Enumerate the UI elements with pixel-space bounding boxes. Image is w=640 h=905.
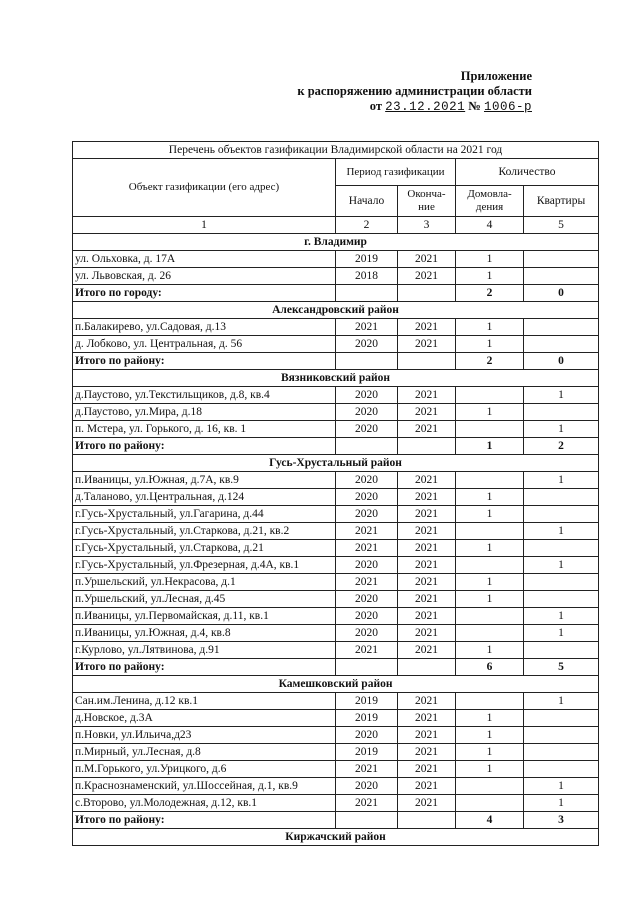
order-date: 23.12.2021: [385, 100, 466, 114]
table-row: [73, 574, 599, 591]
total-row: [73, 285, 599, 302]
order-from-label: от: [369, 99, 383, 113]
flats-count: [524, 727, 599, 744]
flats-count: 1: [524, 557, 599, 574]
order-number: 1006-р: [483, 100, 532, 114]
houses-count: [456, 608, 524, 625]
col-number-1: 1: [73, 217, 336, 234]
period-end: 2021: [398, 625, 456, 642]
table-row: [73, 387, 599, 404]
flats-count: [524, 336, 599, 353]
flats-count: [524, 319, 599, 336]
object-address: г.Гусь-Хрустальный, ул.Старкова, д.21: [73, 540, 336, 557]
table-row: [73, 404, 599, 421]
period-end: 2021: [398, 404, 456, 421]
total-empty-end: [398, 353, 456, 370]
flats-count: 1: [524, 421, 599, 438]
period-start: 2020: [336, 421, 398, 438]
period-end: 2021: [398, 523, 456, 540]
period-start: 2021: [336, 523, 398, 540]
houses-count: 1: [456, 744, 524, 761]
object-address: с.Второво, ул.Молодежная, д.12, кв.1: [73, 795, 336, 812]
total-flats: 0: [524, 353, 599, 370]
flats-count: [524, 710, 599, 727]
object-address: г.Курлово, ул.Лятвинова, д.91: [73, 642, 336, 659]
total-label: Итого по району:: [73, 353, 336, 370]
total-houses: 1: [456, 438, 524, 455]
period-start: 2019: [336, 693, 398, 710]
object-address: д.Таланово, ул.Центральная, д.124: [73, 489, 336, 506]
total-row: [73, 353, 599, 370]
flats-count: [524, 540, 599, 557]
object-address: д.Паустово, ул.Текстильщиков, д.8, кв.4: [73, 387, 336, 404]
table-row: [73, 710, 599, 727]
period-start: 2021: [336, 642, 398, 659]
object-address: п.Иваницы, ул.Южная, д.7А, кв.9: [73, 472, 336, 489]
flats-count: 1: [524, 778, 599, 795]
table-row: [73, 251, 599, 268]
houses-count: [456, 795, 524, 812]
flats-count: 1: [524, 387, 599, 404]
houses-count: 1: [456, 506, 524, 523]
houses-count: 1: [456, 268, 524, 285]
period-start: 2020: [336, 727, 398, 744]
period-start: 2020: [336, 404, 398, 421]
flats-count: [524, 761, 599, 778]
gasification-table-body: [73, 142, 599, 846]
object-address: д.Новское, д.3А: [73, 710, 336, 727]
flats-count: [524, 574, 599, 591]
total-empty-end: [398, 438, 456, 455]
col-header-start: Начало: [336, 186, 398, 217]
table-row: [73, 523, 599, 540]
period-start: 2020: [336, 778, 398, 795]
period-end: 2021: [398, 540, 456, 557]
table-row: [73, 319, 599, 336]
total-houses: 4: [456, 812, 524, 829]
section-title: г. Владимир: [73, 234, 599, 251]
flats-count: [524, 489, 599, 506]
total-empty-end: [398, 812, 456, 829]
total-label: Итого по району:: [73, 438, 336, 455]
order-reference: [297, 99, 532, 115]
period-start: 2020: [336, 387, 398, 404]
period-end: 2021: [398, 591, 456, 608]
table-row: [73, 744, 599, 761]
houses-count: 1: [456, 251, 524, 268]
object-address: п.Мирный, ул.Лесная, д.8: [73, 744, 336, 761]
object-address: г.Гусь-Хрустальный, ул.Старкова, д.21, кв.2: [73, 523, 336, 540]
object-address: г.Гусь-Хрустальный, ул.Фрезерная, д.4А, кв.1: [73, 557, 336, 574]
section-title: Вязниковский район: [73, 370, 599, 387]
period-start: 2021: [336, 574, 398, 591]
section-title: Александровский район: [73, 302, 599, 319]
total-row: [73, 659, 599, 676]
houses-count: 1: [456, 336, 524, 353]
order-number-sign: №: [468, 99, 481, 113]
total-label: Итого по городу:: [73, 285, 336, 302]
object-address: д. Лобково, ул. Центральная, д. 56: [73, 336, 336, 353]
total-houses: 6: [456, 659, 524, 676]
col-header-object: Объект газификации (его адрес): [73, 159, 336, 217]
table-row: [73, 727, 599, 744]
section-title: Гусь-Хрустальный район: [73, 455, 599, 472]
table-row: [73, 778, 599, 795]
houses-count: 1: [456, 404, 524, 421]
table-row: [73, 472, 599, 489]
table-caption: Перечень объектов газификации Владимирской области на 2021 год: [73, 142, 599, 159]
total-flats: 0: [524, 285, 599, 302]
flats-count: [524, 268, 599, 285]
table-row: [73, 336, 599, 353]
houses-count: 1: [456, 761, 524, 778]
total-label: Итого по району:: [73, 812, 336, 829]
period-end: 2021: [398, 642, 456, 659]
total-row: [73, 812, 599, 829]
object-address: п.Краснознаменский, ул.Шоссейная, д.1, кв.9: [73, 778, 336, 795]
flats-count: [524, 744, 599, 761]
object-address: п.М.Горького, ул.Урицкого, д.6: [73, 761, 336, 778]
object-address: Сан.им.Ленина, д.12 кв.1: [73, 693, 336, 710]
col-number-3: 3: [398, 217, 456, 234]
flats-count: [524, 591, 599, 608]
period-start: 2020: [336, 557, 398, 574]
appendix-header: [297, 69, 532, 115]
table-row: [73, 557, 599, 574]
flats-count: 1: [524, 608, 599, 625]
houses-count: 1: [456, 489, 524, 506]
period-start: 2020: [336, 591, 398, 608]
period-start: 2020: [336, 472, 398, 489]
object-address: п.Иваницы, ул.Южная, д.4, кв.8: [73, 625, 336, 642]
section-header-row: [73, 234, 599, 251]
houses-count: 1: [456, 540, 524, 557]
object-address: ул. Ольховка, д. 17А: [73, 251, 336, 268]
col-number-5: 5: [524, 217, 599, 234]
section-header-row: [73, 829, 599, 846]
table-row: [73, 642, 599, 659]
table-row: [73, 761, 599, 778]
period-end: 2021: [398, 574, 456, 591]
total-row: [73, 438, 599, 455]
period-end: 2021: [398, 795, 456, 812]
table-row: [73, 795, 599, 812]
period-start: 2018: [336, 268, 398, 285]
period-start: 2019: [336, 251, 398, 268]
flats-count: 1: [524, 795, 599, 812]
section-title: Киржачский район: [73, 829, 599, 846]
houses-count: 1: [456, 591, 524, 608]
total-houses: 2: [456, 285, 524, 302]
total-label: Итого по району:: [73, 659, 336, 676]
table-row: [73, 489, 599, 506]
table-row: [73, 693, 599, 710]
column-numbers-row: [73, 217, 599, 234]
total-flats: 3: [524, 812, 599, 829]
table-row: [73, 268, 599, 285]
houses-count: 1: [456, 642, 524, 659]
object-address: п.Балакирево, ул.Садовая, д.13: [73, 319, 336, 336]
col-number-4: 4: [456, 217, 524, 234]
period-end: 2021: [398, 557, 456, 574]
section-header-row: [73, 370, 599, 387]
flats-count: 1: [524, 523, 599, 540]
period-end: 2021: [398, 472, 456, 489]
period-end: 2021: [398, 693, 456, 710]
period-end: 2021: [398, 506, 456, 523]
total-empty-start: [336, 812, 398, 829]
table-row: [73, 421, 599, 438]
total-flats: 5: [524, 659, 599, 676]
period-end: 2021: [398, 319, 456, 336]
flats-count: [524, 404, 599, 421]
object-address: г.Гусь-Хрустальный, ул.Гагарина, д.44: [73, 506, 336, 523]
object-address: п.Уршельский, ул.Лесная, д.45: [73, 591, 336, 608]
period-end: 2021: [398, 336, 456, 353]
flats-count: [524, 251, 599, 268]
col-header-quantity: Количество: [456, 159, 599, 186]
period-end: 2021: [398, 421, 456, 438]
houses-count: [456, 421, 524, 438]
flats-count: [524, 642, 599, 659]
appendix-subtitle: к распоряжению администрации области: [297, 84, 532, 98]
houses-count: 1: [456, 319, 524, 336]
object-address: п.Новки, ул.Ильича,д23: [73, 727, 336, 744]
col-header-period: Период газификации: [336, 159, 456, 186]
houses-count: [456, 472, 524, 489]
houses-count: [456, 625, 524, 642]
total-flats: 2: [524, 438, 599, 455]
houses-count: [456, 523, 524, 540]
period-start: 2021: [336, 540, 398, 557]
period-end: 2021: [398, 727, 456, 744]
table-row: [73, 540, 599, 557]
period-end: 2021: [398, 778, 456, 795]
period-start: 2021: [336, 319, 398, 336]
appendix-title: Приложение: [460, 69, 532, 83]
period-start: 2019: [336, 710, 398, 727]
total-empty-start: [336, 659, 398, 676]
flats-count: [524, 506, 599, 523]
table-row: [73, 608, 599, 625]
object-address: п. Мстера, ул. Горького, д. 16, кв. 1: [73, 421, 336, 438]
flats-count: 1: [524, 625, 599, 642]
total-empty-start: [336, 438, 398, 455]
period-end: 2021: [398, 744, 456, 761]
period-start: 2020: [336, 336, 398, 353]
period-end: 2021: [398, 608, 456, 625]
table-caption-row: [73, 142, 599, 159]
object-address: п.Уршельский, ул.Некрасова, д.1: [73, 574, 336, 591]
total-empty-end: [398, 285, 456, 302]
total-empty-start: [336, 353, 398, 370]
houses-count: 1: [456, 710, 524, 727]
houses-count: 1: [456, 727, 524, 744]
total-empty-start: [336, 285, 398, 302]
col-header-houses: Домовла-дения: [456, 186, 524, 217]
object-address: д.Паустово, ул.Мира, д.18: [73, 404, 336, 421]
table-header-row-1: [73, 159, 599, 186]
flats-count: 1: [524, 693, 599, 710]
period-start: 2020: [336, 625, 398, 642]
period-end: 2021: [398, 710, 456, 727]
period-start: 2020: [336, 506, 398, 523]
col-number-2: 2: [336, 217, 398, 234]
gasification-table: [72, 141, 599, 846]
period-start: 2021: [336, 795, 398, 812]
period-end: 2021: [398, 387, 456, 404]
houses-count: [456, 778, 524, 795]
houses-count: 1: [456, 574, 524, 591]
section-header-row: [73, 455, 599, 472]
period-end: 2021: [398, 489, 456, 506]
flats-count: 1: [524, 472, 599, 489]
total-empty-end: [398, 659, 456, 676]
period-end: 2021: [398, 268, 456, 285]
period-end: 2021: [398, 251, 456, 268]
object-address: п.Иваницы, ул.Первомайская, д.11, кв.1: [73, 608, 336, 625]
period-start: 2019: [336, 744, 398, 761]
col-header-end: Оконча-ние: [398, 186, 456, 217]
period-start: 2020: [336, 489, 398, 506]
col-header-flats: Квартиры: [524, 186, 599, 217]
table-row: [73, 506, 599, 523]
table-row: [73, 591, 599, 608]
houses-count: [456, 557, 524, 574]
houses-count: [456, 387, 524, 404]
period-end: 2021: [398, 761, 456, 778]
total-houses: 2: [456, 353, 524, 370]
section-header-row: [73, 302, 599, 319]
object-address: ул. Львовская, д. 26: [73, 268, 336, 285]
period-start: 2021: [336, 761, 398, 778]
period-start: 2020: [336, 608, 398, 625]
section-header-row: [73, 676, 599, 693]
table-row: [73, 625, 599, 642]
houses-count: [456, 693, 524, 710]
section-title: Камешковский район: [73, 676, 599, 693]
